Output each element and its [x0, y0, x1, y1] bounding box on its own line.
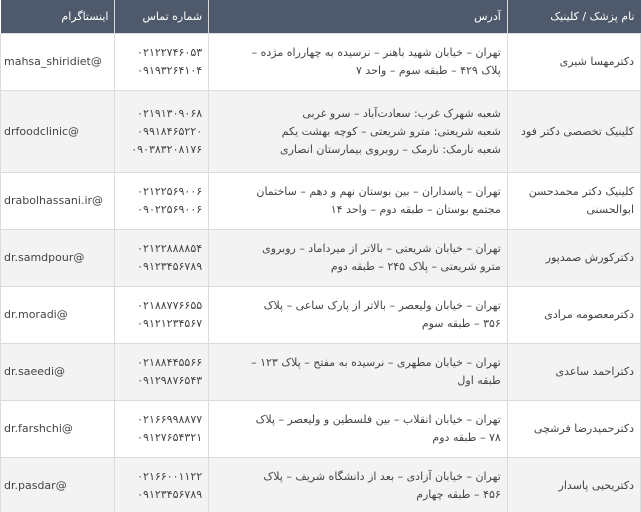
instagram-handle[interactable]: mahsa_shiridiet@	[1, 34, 115, 91]
address-line: تهران – خیابان انقلاب – بین فلسطین و ولیعصر – پلاک	[255, 413, 501, 426]
address-cell	[209, 458, 508, 512]
address-cell	[209, 401, 508, 458]
address-line: مترو شریعتی – پلاک ۲۴۵ – طبقه دوم	[330, 260, 501, 273]
doctor-name: دکترمعصومه مرادی	[507, 287, 640, 344]
header-address: آدرس	[209, 0, 508, 34]
instagram-handle[interactable]: dr.saeedi@	[1, 344, 115, 401]
instagram-handle[interactable]: dr.farshchi@	[1, 401, 115, 458]
header-row	[1, 0, 641, 34]
address-line: تهران – خیابان آزادی – بعد از دانشگاه شریف – پلاک	[263, 470, 501, 483]
doctor-name: دکتریحیی پاسدار	[507, 458, 640, 512]
phone-number[interactable]: ۰۲۱۲۲۵۶۹۰۰۶	[137, 185, 203, 198]
address-cell	[209, 287, 508, 344]
phone-number[interactable]: ۰۹۰۳۸۳۲۰۸۱۷۶	[131, 142, 203, 156]
table-body	[1, 34, 641, 512]
phone-number[interactable]: ۰۹۱۲۳۴۵۶۷۸۹	[137, 260, 203, 273]
address-cell	[209, 230, 508, 287]
phone-cell	[115, 230, 209, 287]
table-row	[1, 173, 641, 230]
address-line: تهران – خیابان شهید باهنر – نرسیده به چهارراه مژده –	[251, 46, 501, 59]
address-line: شعبه نارمک: نارمک – روبروی بیمارستان انصاری	[279, 142, 501, 156]
phone-number[interactable]: ۰۹۱۲۳۴۵۶۷۸۹	[137, 488, 203, 501]
phone-cell	[115, 458, 209, 512]
table-row	[1, 344, 641, 401]
table-row	[1, 91, 641, 173]
table-row	[1, 458, 641, 512]
instagram-handle[interactable]: dr.samdpour@	[1, 230, 115, 287]
address-line: شعبه شهرک غرب: سعادت‌آباد – سرو غربی	[302, 106, 501, 120]
address-cell	[209, 34, 508, 91]
address-line: تهران – خیابان ولیعصر – بالاتر از پارک ساعی – پلاک	[263, 299, 501, 312]
phone-number[interactable]: ۰۲۱۶۶۰۰۱۱۲۲	[137, 470, 203, 483]
address-line: ۴۵۶ – طبقه چهارم	[416, 488, 501, 501]
phone-number[interactable]: ۰۹۱۲۷۶۵۴۳۲۱	[137, 431, 203, 444]
phone-cell	[115, 91, 209, 173]
phone-number[interactable]: ۰۹۱۲۹۸۷۶۵۴۳	[137, 374, 203, 387]
table-row	[1, 34, 641, 91]
doctor-name: کلینیک دکتر محمدحسن ابوالحسنی	[507, 173, 640, 230]
address-line: مجتمع بوستان – طبقه دوم – واحد ۱۴	[330, 203, 501, 216]
phone-cell	[115, 401, 209, 458]
header-name: نام پزشک / کلینیک	[507, 0, 640, 34]
phone-number[interactable]: ۰۲۱۶۶۹۹۸۸۷۷	[137, 413, 203, 426]
phone-number[interactable]: ۰۲۱۲۲۷۴۶۰۵۳	[137, 46, 203, 59]
address-line: شعبه شریعتی: مترو شریعتی – کوچه بهشت یکم	[281, 124, 501, 138]
phone-number[interactable]: ۰۹۹۱۸۴۶۵۲۲۰	[137, 124, 203, 138]
instagram-handle[interactable]: drabolhassani.ir@	[1, 173, 115, 230]
table-row	[1, 230, 641, 287]
address-line: تهران – خیابان مطهری – نرسیده به مفتح – پلاک ۱۲۳ –	[251, 356, 501, 369]
address-line: تهران – خیابان شریعتی – بالاتر از میرداماد – روبروی	[262, 242, 501, 255]
address-cell	[209, 173, 508, 230]
phone-number[interactable]: ۰۹۰۲۲۵۶۹۰۰۶	[137, 203, 203, 216]
phone-cell	[115, 344, 209, 401]
table-header	[1, 0, 641, 34]
phone-cell	[115, 34, 209, 91]
address-cell	[209, 91, 508, 173]
doctor-name: کلینیک تخصصی دکتر فود	[507, 91, 640, 173]
address-line: پلاک ۴۲۹ – طبقه سوم – واحد ۷	[356, 64, 501, 77]
header-phone: شماره تماس	[115, 0, 209, 34]
doctor-name: دکترکورش صمدپور	[507, 230, 640, 287]
phone-number[interactable]: ۰۹۱۹۳۲۶۴۱۰۴	[137, 64, 203, 77]
address-line: طبقه اول	[457, 374, 501, 387]
instagram-handle[interactable]: dr.moradi@	[1, 287, 115, 344]
address-line: ۳۵۶ – طبقه سوم	[421, 317, 501, 330]
phone-number[interactable]: ۰۲۱۲۲۸۸۸۸۵۴	[137, 242, 203, 255]
doctor-name: دکترحمیدرضا فرشچی	[507, 401, 640, 458]
phone-number[interactable]: ۰۹۱۲۱۲۳۴۵۶۷	[137, 317, 203, 330]
phone-number[interactable]: ۰۲۱۹۱۳۰۹۰۶۸	[137, 106, 203, 120]
address-line: ۷۸ – طبقه دوم	[432, 431, 501, 444]
phone-number[interactable]: ۰۲۱۸۸۴۴۵۵۶۶	[137, 356, 203, 369]
instagram-handle[interactable]: drfoodclinic@	[1, 91, 115, 173]
phone-cell	[115, 173, 209, 230]
phone-cell	[115, 287, 209, 344]
table-row	[1, 401, 641, 458]
doctor-name: دکتراحمد ساعدی	[507, 344, 640, 401]
table-row	[1, 287, 641, 344]
instagram-handle[interactable]: dr.pasdar@	[1, 458, 115, 512]
address-line: تهران – پاسداران – بین بوستان نهم و دهم – ساختمان	[256, 185, 501, 198]
doctor-name: دکترمهسا شیری	[507, 34, 640, 91]
header-instagram: اینستاگرام	[1, 0, 115, 34]
phone-number[interactable]: ۰۲۱۸۸۷۷۶۶۵۵	[137, 299, 203, 312]
address-cell	[209, 344, 508, 401]
